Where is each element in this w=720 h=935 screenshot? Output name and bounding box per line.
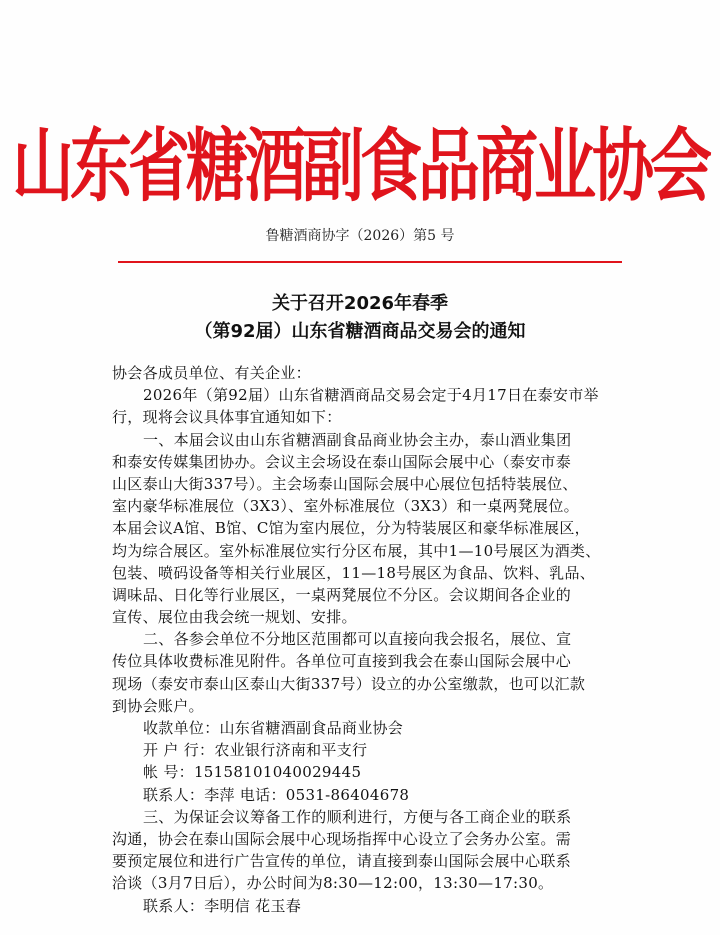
body-line: 要预定展位和进行广告宣传的单位，请直接到泰山国际会展中心联系 — [112, 852, 572, 871]
notice-title-line-2: （第92届）山东省糖酒商品交易会的通知 — [194, 321, 526, 342]
body-line: 洽谈（3月7日后），办公时间为8:30—12:00，13:30—17:30。 — [112, 874, 554, 893]
notice-body — [112, 362, 632, 917]
body-line: 二、各参会单位不分地区范围都可以直接向我会报名，展位、宣 — [143, 630, 572, 649]
body-line: 宣传、展位由我会统一规划、安排。 — [112, 608, 357, 627]
body-line: 三、为保证会议筹备工作的顺利进行，方便与各工商企业的联系 — [143, 807, 572, 826]
contact-line: 联系人：李明信 花玉春 — [143, 896, 302, 915]
body-line: 和泰安传媒集团协办。会议主会场设在泰山国际会展中心（泰安市泰 — [112, 452, 572, 471]
body-line: 现场（泰安市泰山区泰山大街337号）设立的办公室缴款，也可以汇款 — [112, 674, 586, 693]
account-line: 帐 号：15158101040029445 — [143, 763, 362, 782]
body-line: 到协会账户。 — [112, 696, 204, 715]
body-line: 山区泰山大街337号）。主会场泰山国际会展中心展位包括特装展位、 — [112, 474, 578, 493]
body-line: 传位具体收费标准见附件。各单位可直接到我会在泰山国际会展中心 — [112, 652, 572, 671]
payee-line: 收款单位：山东省糖酒副食品商业协会 — [143, 719, 404, 737]
body-line: 一、本届会议由山东省糖酒副食品商业协会主办，泰山酒业集团 — [143, 430, 572, 449]
bank-line: 开 户 行：农业银行济南和平支行 — [143, 741, 368, 760]
contact-line: 联系人：李萍 电话：0531-86404678 — [143, 785, 410, 804]
body-line: 调味品、日化等行业展区，一桌两凳展位不分区。会议期间各企业的 — [112, 585, 572, 604]
body-line: 沟通，协会在泰山国际会展中心现场指挥中心设立了会务办公室。需 — [112, 829, 572, 848]
notice-title-line-1: 关于召开2026年春季 — [271, 293, 449, 314]
body-line: 室内豪华标准展位（3X3）、室外标准展位（3X3）和一桌两凳展位。 — [112, 497, 579, 516]
document-number: 鲁糖酒商协字（2026）第5 号 — [265, 228, 455, 244]
body-line: 包装、喷码设备等相关行业展区，11—18号展区为食品、饮料、乳品、 — [112, 563, 596, 582]
body-line: 本届会议A馆、B馆、C馆为室内展位，分为特装展区和豪华标准展区， — [112, 519, 590, 538]
letterhead-org-name: 山东省糖酒副食品商业协会 — [11, 119, 708, 213]
salutation: 协会各成员单位、有关企业： — [112, 364, 311, 382]
body-line: 2026年（第92届）山东省糖酒商品交易会定于4月17日在泰安市举 — [143, 386, 599, 405]
body-line: 行，现将会议具体事宜通知如下： — [112, 408, 342, 427]
body-line: 均为综合展区。室外标准展位实行分区布展，其中1—10号展区为酒类、 — [112, 541, 601, 560]
header-divider — [118, 261, 622, 263]
